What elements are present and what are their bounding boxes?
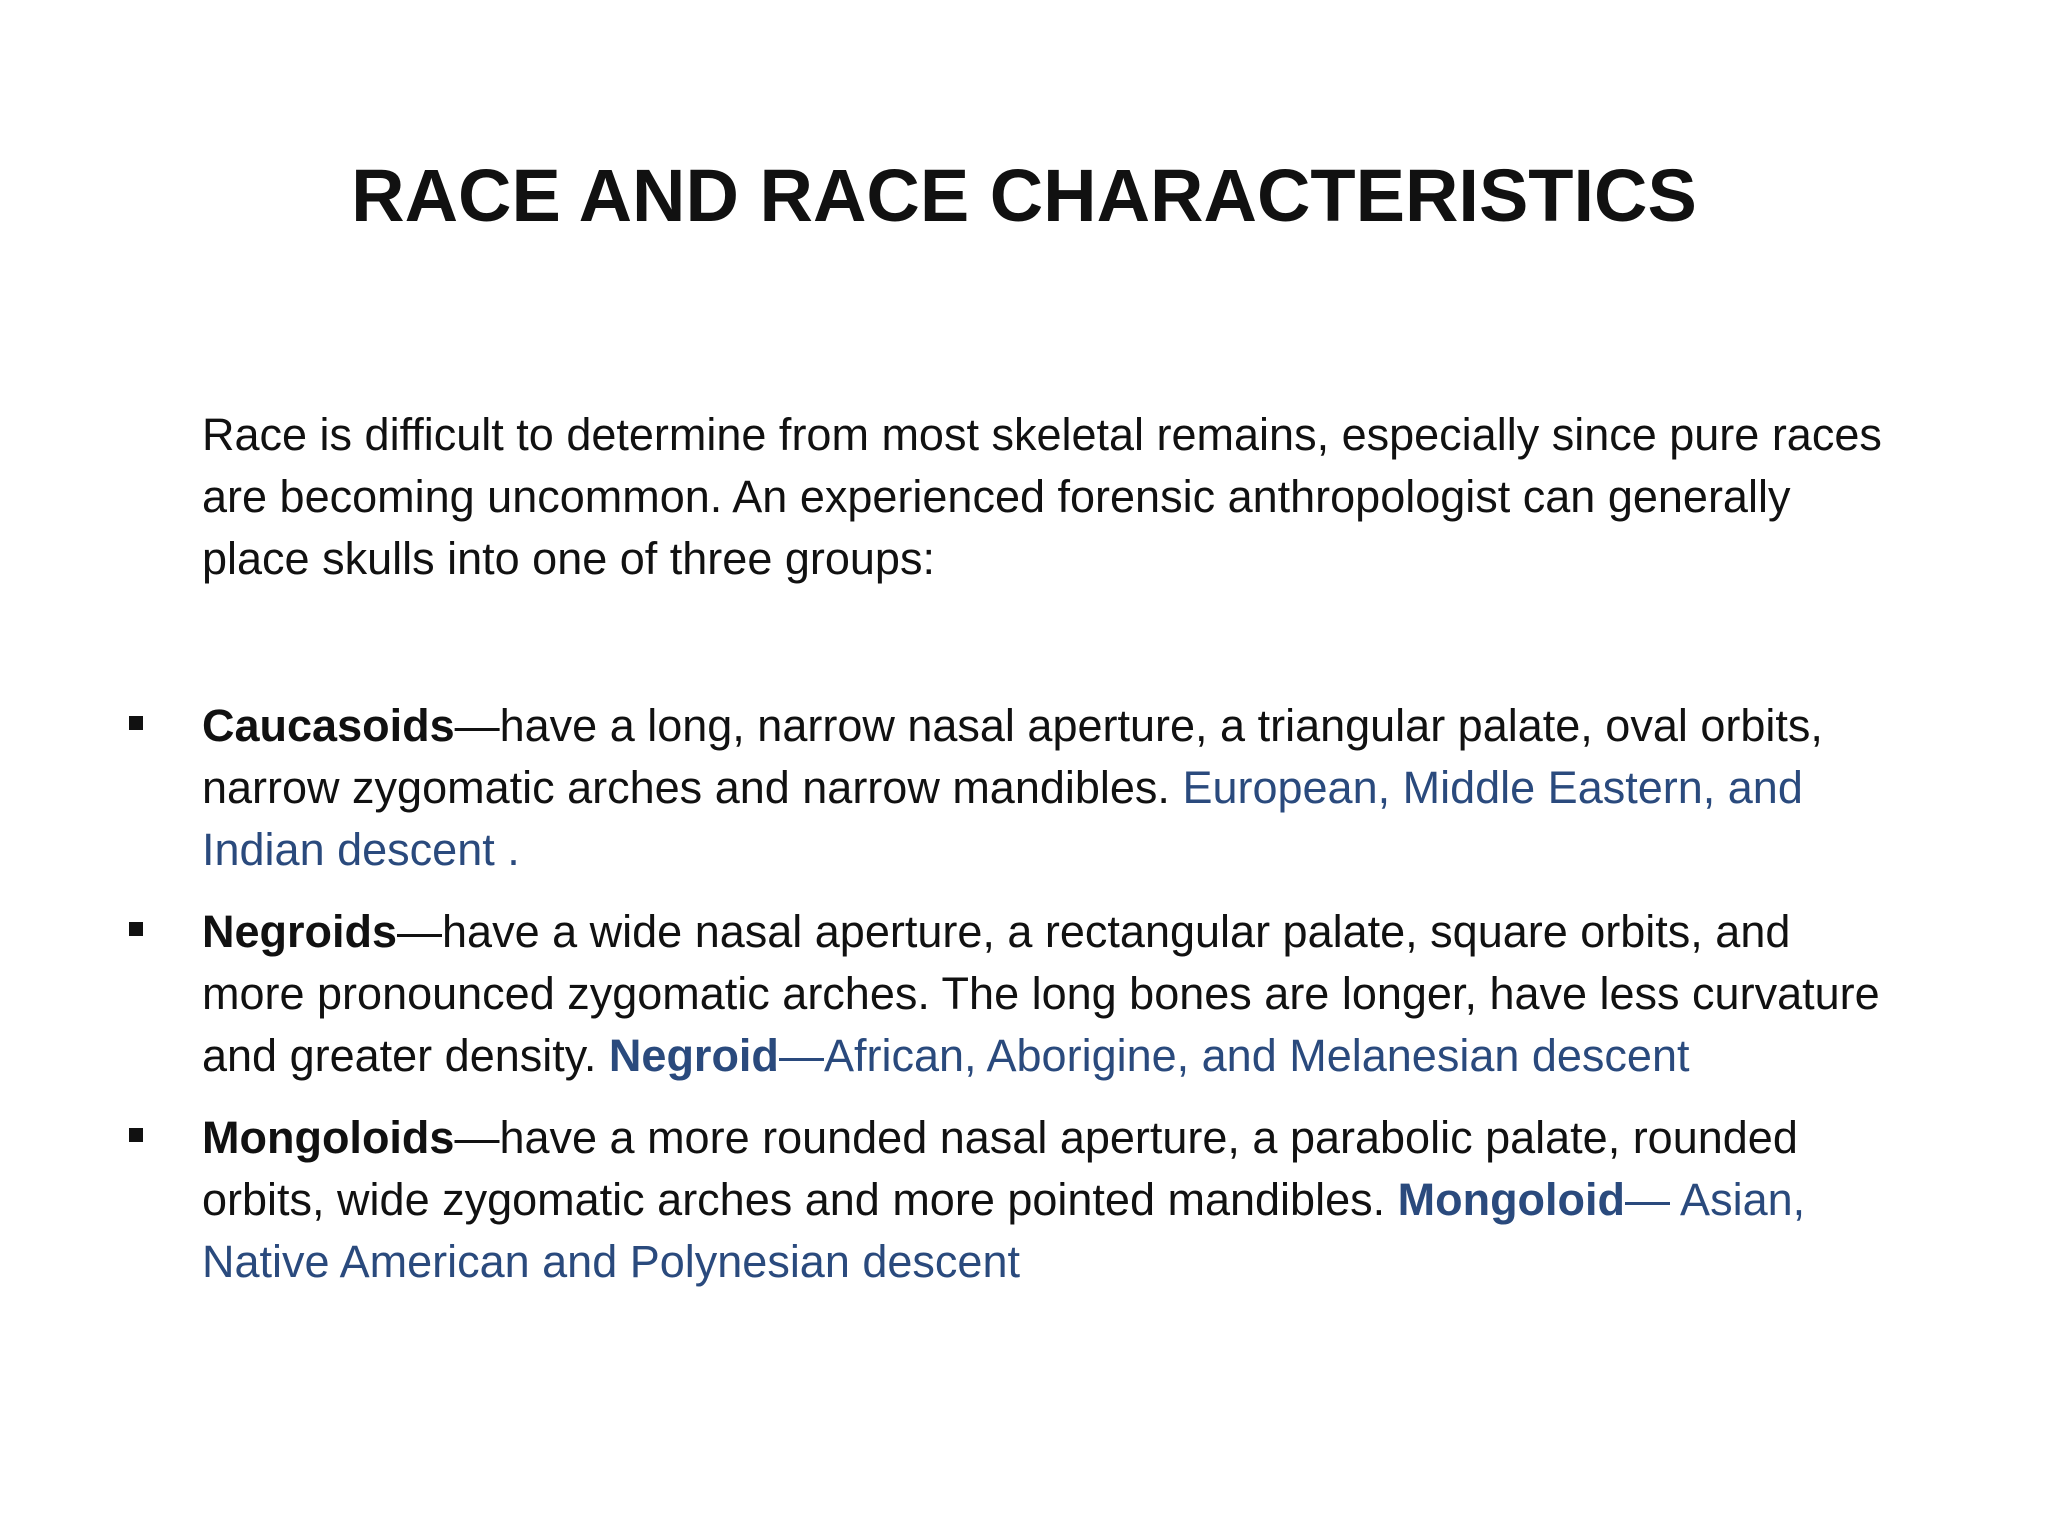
bullet-term: Mongoloids [202, 1112, 455, 1163]
list-item-negroids [202, 901, 1902, 1087]
bullet-description: —have a wide nasal aperture, a rectangular palate, square orbits, and more pronounced zygomatic arches. The long bones are longer, have less curvature and greater density. [202, 906, 1880, 1081]
list-item-caucasoids [202, 695, 1902, 881]
bullet-term: Negroids [202, 906, 398, 957]
bullet-highlight-label: Negroid [608, 1030, 779, 1081]
bullet-description: —have a more rounded nasal aperture, a parabolic palate, rounded orbits, wide zygomatic arches and more pointed mandibles. [202, 1112, 1798, 1225]
list-item-mongoloids [202, 1107, 1902, 1293]
race-groups-list [202, 695, 1902, 1313]
square-bullet-icon [129, 1128, 143, 1142]
square-bullet-icon [129, 716, 143, 730]
bullet-highlight-label: Mongoloid [1397, 1174, 1626, 1225]
bullet-highlight-text: — Asian, Native American and Polynesian descent [202, 1174, 1806, 1287]
intro-paragraph: Race is difficult to determine from most skeletal remains, especially since pure races are becoming uncommon. An experienced forensic anthropologist can generally place skulls into one of three groups: [202, 409, 1882, 584]
bullet-description: —have a long, narrow nasal aperture, a triangular palate, oval orbits, narrow zygomatic arches and narrow mandibles. [202, 700, 1823, 813]
square-bullet-icon [129, 922, 143, 936]
bullet-highlight-text: European, Middle Eastern, and Indian descent . [202, 762, 1803, 875]
bullet-term: Caucasoids [202, 700, 455, 751]
slide-title: RACE AND RACE CHARACTERISTICS [351, 154, 1697, 237]
bullet-highlight-text: —African, Aborigine, and Melanesian descent [778, 1030, 1690, 1081]
